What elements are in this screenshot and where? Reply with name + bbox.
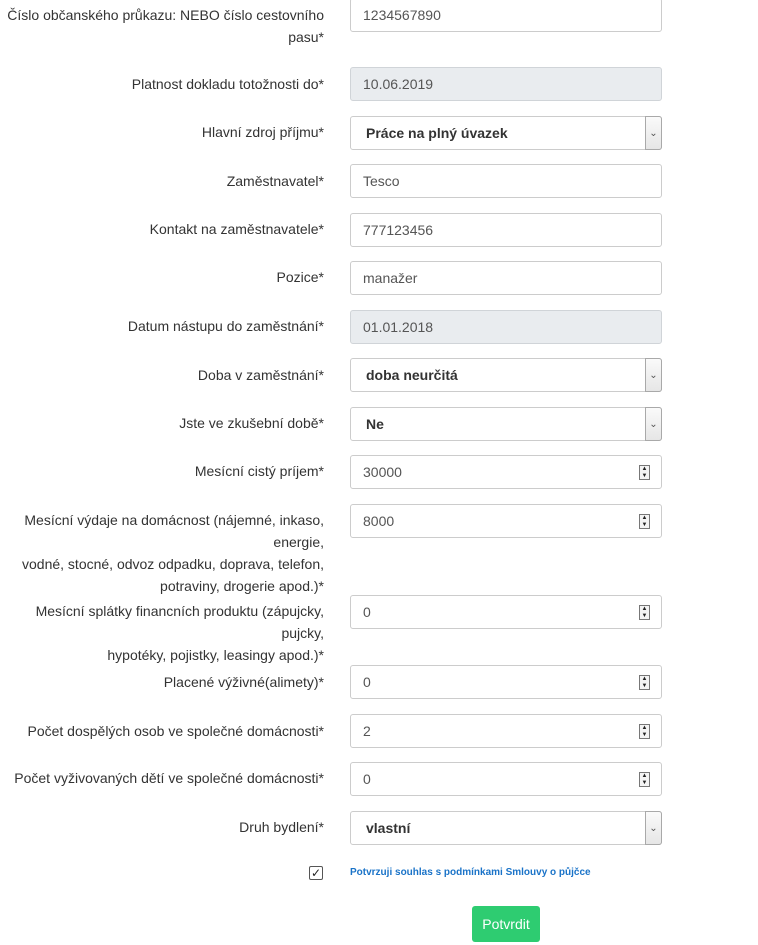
checkmark-icon: ✓ [310, 866, 322, 880]
employer-label: Zaměstnavatel* [226, 173, 324, 189]
probation-label: Jste ve zkušební době* [179, 415, 324, 431]
housing-select[interactable]: vlastní ⌄ [350, 811, 662, 845]
loan-payments-number-input[interactable]: 0 ▲ ▼ [350, 595, 662, 629]
number-spinner-icon[interactable]: ▲ ▼ [639, 772, 650, 787]
employment-duration-label: Doba v zaměstnání* [197, 367, 324, 383]
housing-label: Druh bydlení* [239, 819, 324, 835]
number-spinner-icon[interactable]: ▲ ▼ [639, 465, 650, 480]
children-label: Počet vyživovaných dětí ve společné domácnosti* [14, 770, 324, 786]
loan-payments-label: Mesícní splátky financních produktu (zápujcky, pujcky, hypotéky, pojistky, leasingy apod.)* [35, 603, 324, 663]
household-expenses-label: Mesícní výdaje na domácnost (nájemné, inkaso, energie, vodné, stocné, odvoz odpadku, doprava, telefon, potraviny, drogerie apod.)* [22, 512, 324, 594]
household-expenses-number-input[interactable]: 8000 ▲ ▼ [350, 504, 662, 538]
id-validity-date-field: 10.06.2019 [350, 67, 662, 101]
employer-input[interactable]: Tesco [350, 164, 662, 198]
adults-label: Počet dospělých osob ve společné domácnosti* [27, 723, 324, 739]
number-spinner-icon[interactable]: ▲ ▼ [639, 514, 650, 529]
number-spinner-icon[interactable]: ▲ ▼ [639, 724, 650, 739]
id-number-input[interactable]: 1234567890 [350, 0, 662, 32]
net-income-label: Mesícní cistý príjem* [194, 463, 324, 479]
employer-contact-label: Kontakt na zaměstnavatele* [149, 221, 324, 237]
employment-duration-select[interactable]: doba neurčitá ⌄ [350, 358, 662, 392]
children-number-input[interactable]: 0 ▲ ▼ [350, 762, 662, 796]
submit-button[interactable]: Potvrdit [472, 906, 540, 942]
alimony-label: Placené výživné(alimety)* [163, 674, 324, 690]
income-source-select[interactable]: Práce na plný úvazek ⌄ [350, 116, 662, 150]
agreement-checkbox[interactable] [309, 866, 323, 880]
chevron-down-icon[interactable]: ⌄ [645, 116, 662, 150]
alimony-number-input[interactable]: 0 ▲ ▼ [350, 665, 662, 699]
employer-contact-input[interactable]: 777123456 [350, 213, 662, 247]
position-label: Pozice* [276, 269, 324, 285]
probation-select[interactable]: Ne ⌄ [350, 407, 662, 441]
id-validity-label: Platnost dokladu totožnosti do* [131, 76, 324, 92]
chevron-down-icon[interactable]: ⌄ [645, 811, 662, 845]
number-spinner-icon[interactable]: ▲ ▼ [639, 605, 650, 620]
agreement-link[interactable]: Potvrzuji souhlas s podmínkami Smlouvy o půjčce [350, 867, 591, 878]
id-number-label: Číslo občanského průkazu: NEBO číslo cestovního pasu* [7, 7, 324, 45]
income-source-label: Hlavní zdroj příjmu* [201, 124, 324, 140]
chevron-down-icon[interactable]: ⌄ [645, 358, 662, 392]
employment-start-date-field: 01.01.2018 [350, 310, 662, 344]
employment-start-label: Datum nástupu do zaměstnání* [127, 318, 324, 334]
chevron-down-icon[interactable]: ⌄ [645, 407, 662, 441]
net-income-number-input[interactable]: 30000 ▲ ▼ [350, 455, 662, 489]
number-spinner-icon[interactable]: ▲ ▼ [639, 675, 650, 690]
position-input[interactable]: manažer [350, 261, 662, 295]
adults-number-input[interactable]: 2 ▲ ▼ [350, 714, 662, 748]
